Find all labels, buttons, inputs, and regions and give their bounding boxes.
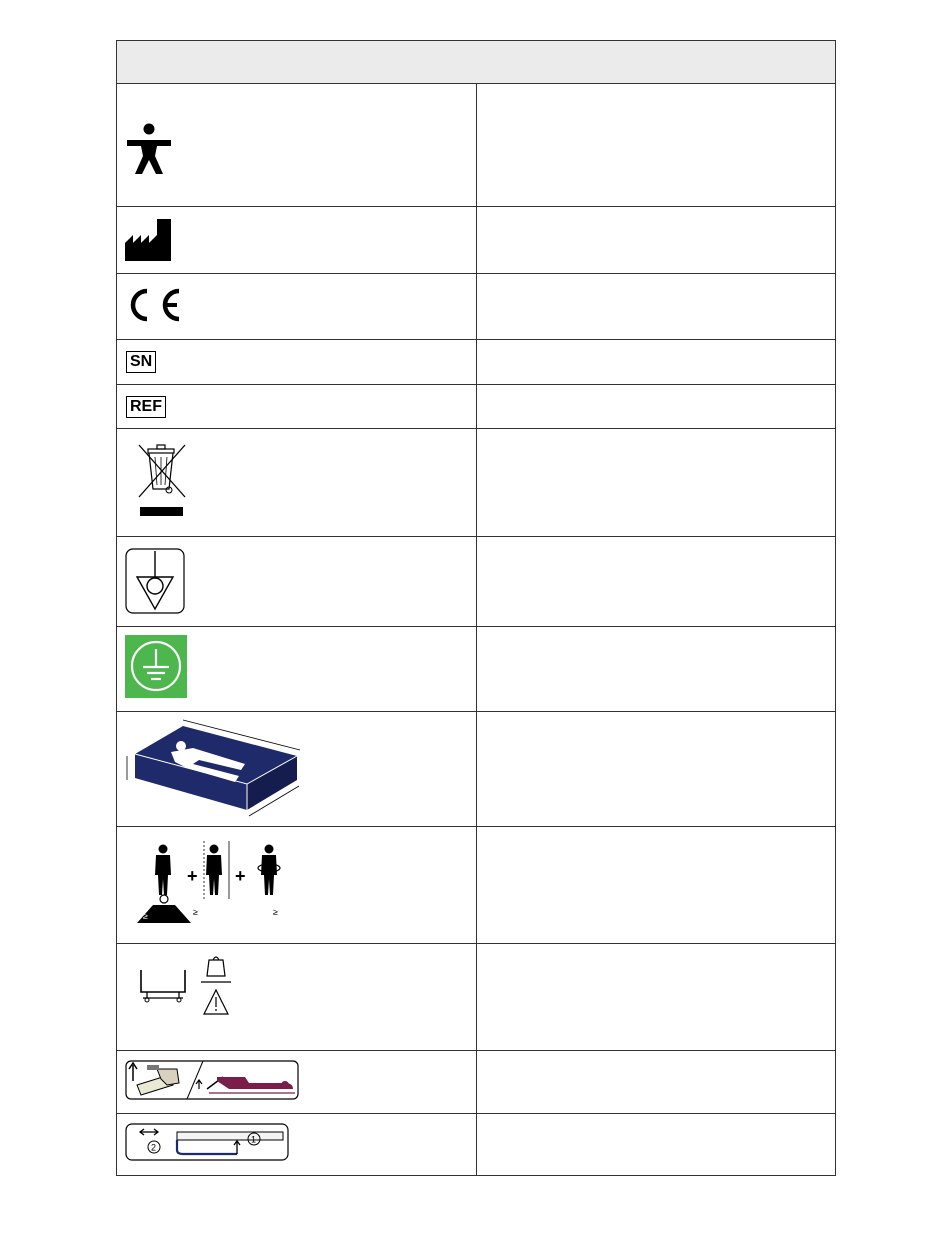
- equipotential-icon: [117, 537, 337, 621]
- table-row: [117, 627, 836, 712]
- symbol-cell: [117, 207, 477, 274]
- svg-text:+: +: [235, 866, 246, 886]
- table-row: [117, 1051, 836, 1114]
- description-cell: [476, 385, 836, 429]
- symbol-cell: [117, 84, 477, 207]
- description-cell: [476, 712, 836, 827]
- symbol-cell: [117, 274, 477, 340]
- table-header: [117, 41, 836, 84]
- description-cell: [476, 1114, 836, 1176]
- ce-mark-icon: [117, 274, 337, 334]
- table-row: [117, 340, 836, 385]
- mattress-dimensions-icon: [117, 712, 337, 821]
- symbol-cell: [117, 537, 477, 627]
- svg-text:≥: ≥: [143, 911, 148, 921]
- table-row: [117, 429, 836, 537]
- symbol-cell: [117, 712, 477, 827]
- side-rail-release-icon: [117, 1114, 337, 1170]
- symbols-table: [116, 40, 836, 1176]
- svg-text:2: 2: [151, 1142, 157, 1153]
- cpr-release-icon: [117, 1051, 337, 1108]
- patient-weight-height-girth-icon: [117, 827, 337, 938]
- svg-text:1: 1: [251, 1134, 257, 1145]
- description-cell: [476, 627, 836, 712]
- symbol-cell: [117, 827, 477, 944]
- table-row: [117, 537, 836, 627]
- manufacturer-icon: [117, 207, 337, 268]
- safe-working-load-icon: [117, 944, 337, 1045]
- description-cell: [476, 944, 836, 1051]
- type-bf-applied-part-icon: [117, 84, 337, 201]
- description-cell: [476, 1051, 836, 1114]
- table-row: [117, 944, 836, 1051]
- description-cell: [476, 429, 836, 537]
- weee-disposal-icon: [117, 429, 337, 531]
- reference-number-icon: REF: [126, 396, 166, 418]
- svg-text:≥: ≥: [193, 907, 198, 917]
- symbol-cell: [117, 340, 477, 385]
- description-cell: [476, 827, 836, 944]
- table-row: [117, 207, 836, 274]
- svg-text:+: +: [187, 866, 198, 886]
- symbol-cell: [117, 385, 477, 429]
- description-cell: [476, 207, 836, 274]
- table-header-row: [117, 41, 836, 84]
- symbol-cell: [117, 1114, 477, 1176]
- svg-text:≥: ≥: [273, 907, 278, 917]
- table-row: [117, 274, 836, 340]
- table-row: [117, 84, 836, 207]
- description-cell: [476, 84, 836, 207]
- table-row: [117, 1114, 836, 1176]
- description-cell: [476, 274, 836, 340]
- symbol-cell: [117, 627, 477, 712]
- description-cell: [476, 340, 836, 385]
- symbol-cell: [117, 1051, 477, 1114]
- symbol-cell: [117, 429, 477, 537]
- serial-number-icon: SN: [126, 351, 156, 373]
- symbol-cell: [117, 944, 477, 1051]
- description-cell: [476, 537, 836, 627]
- protective-earth-icon: [117, 627, 337, 706]
- table-row: [117, 827, 836, 944]
- table-row: [117, 385, 836, 429]
- table-row: [117, 712, 836, 827]
